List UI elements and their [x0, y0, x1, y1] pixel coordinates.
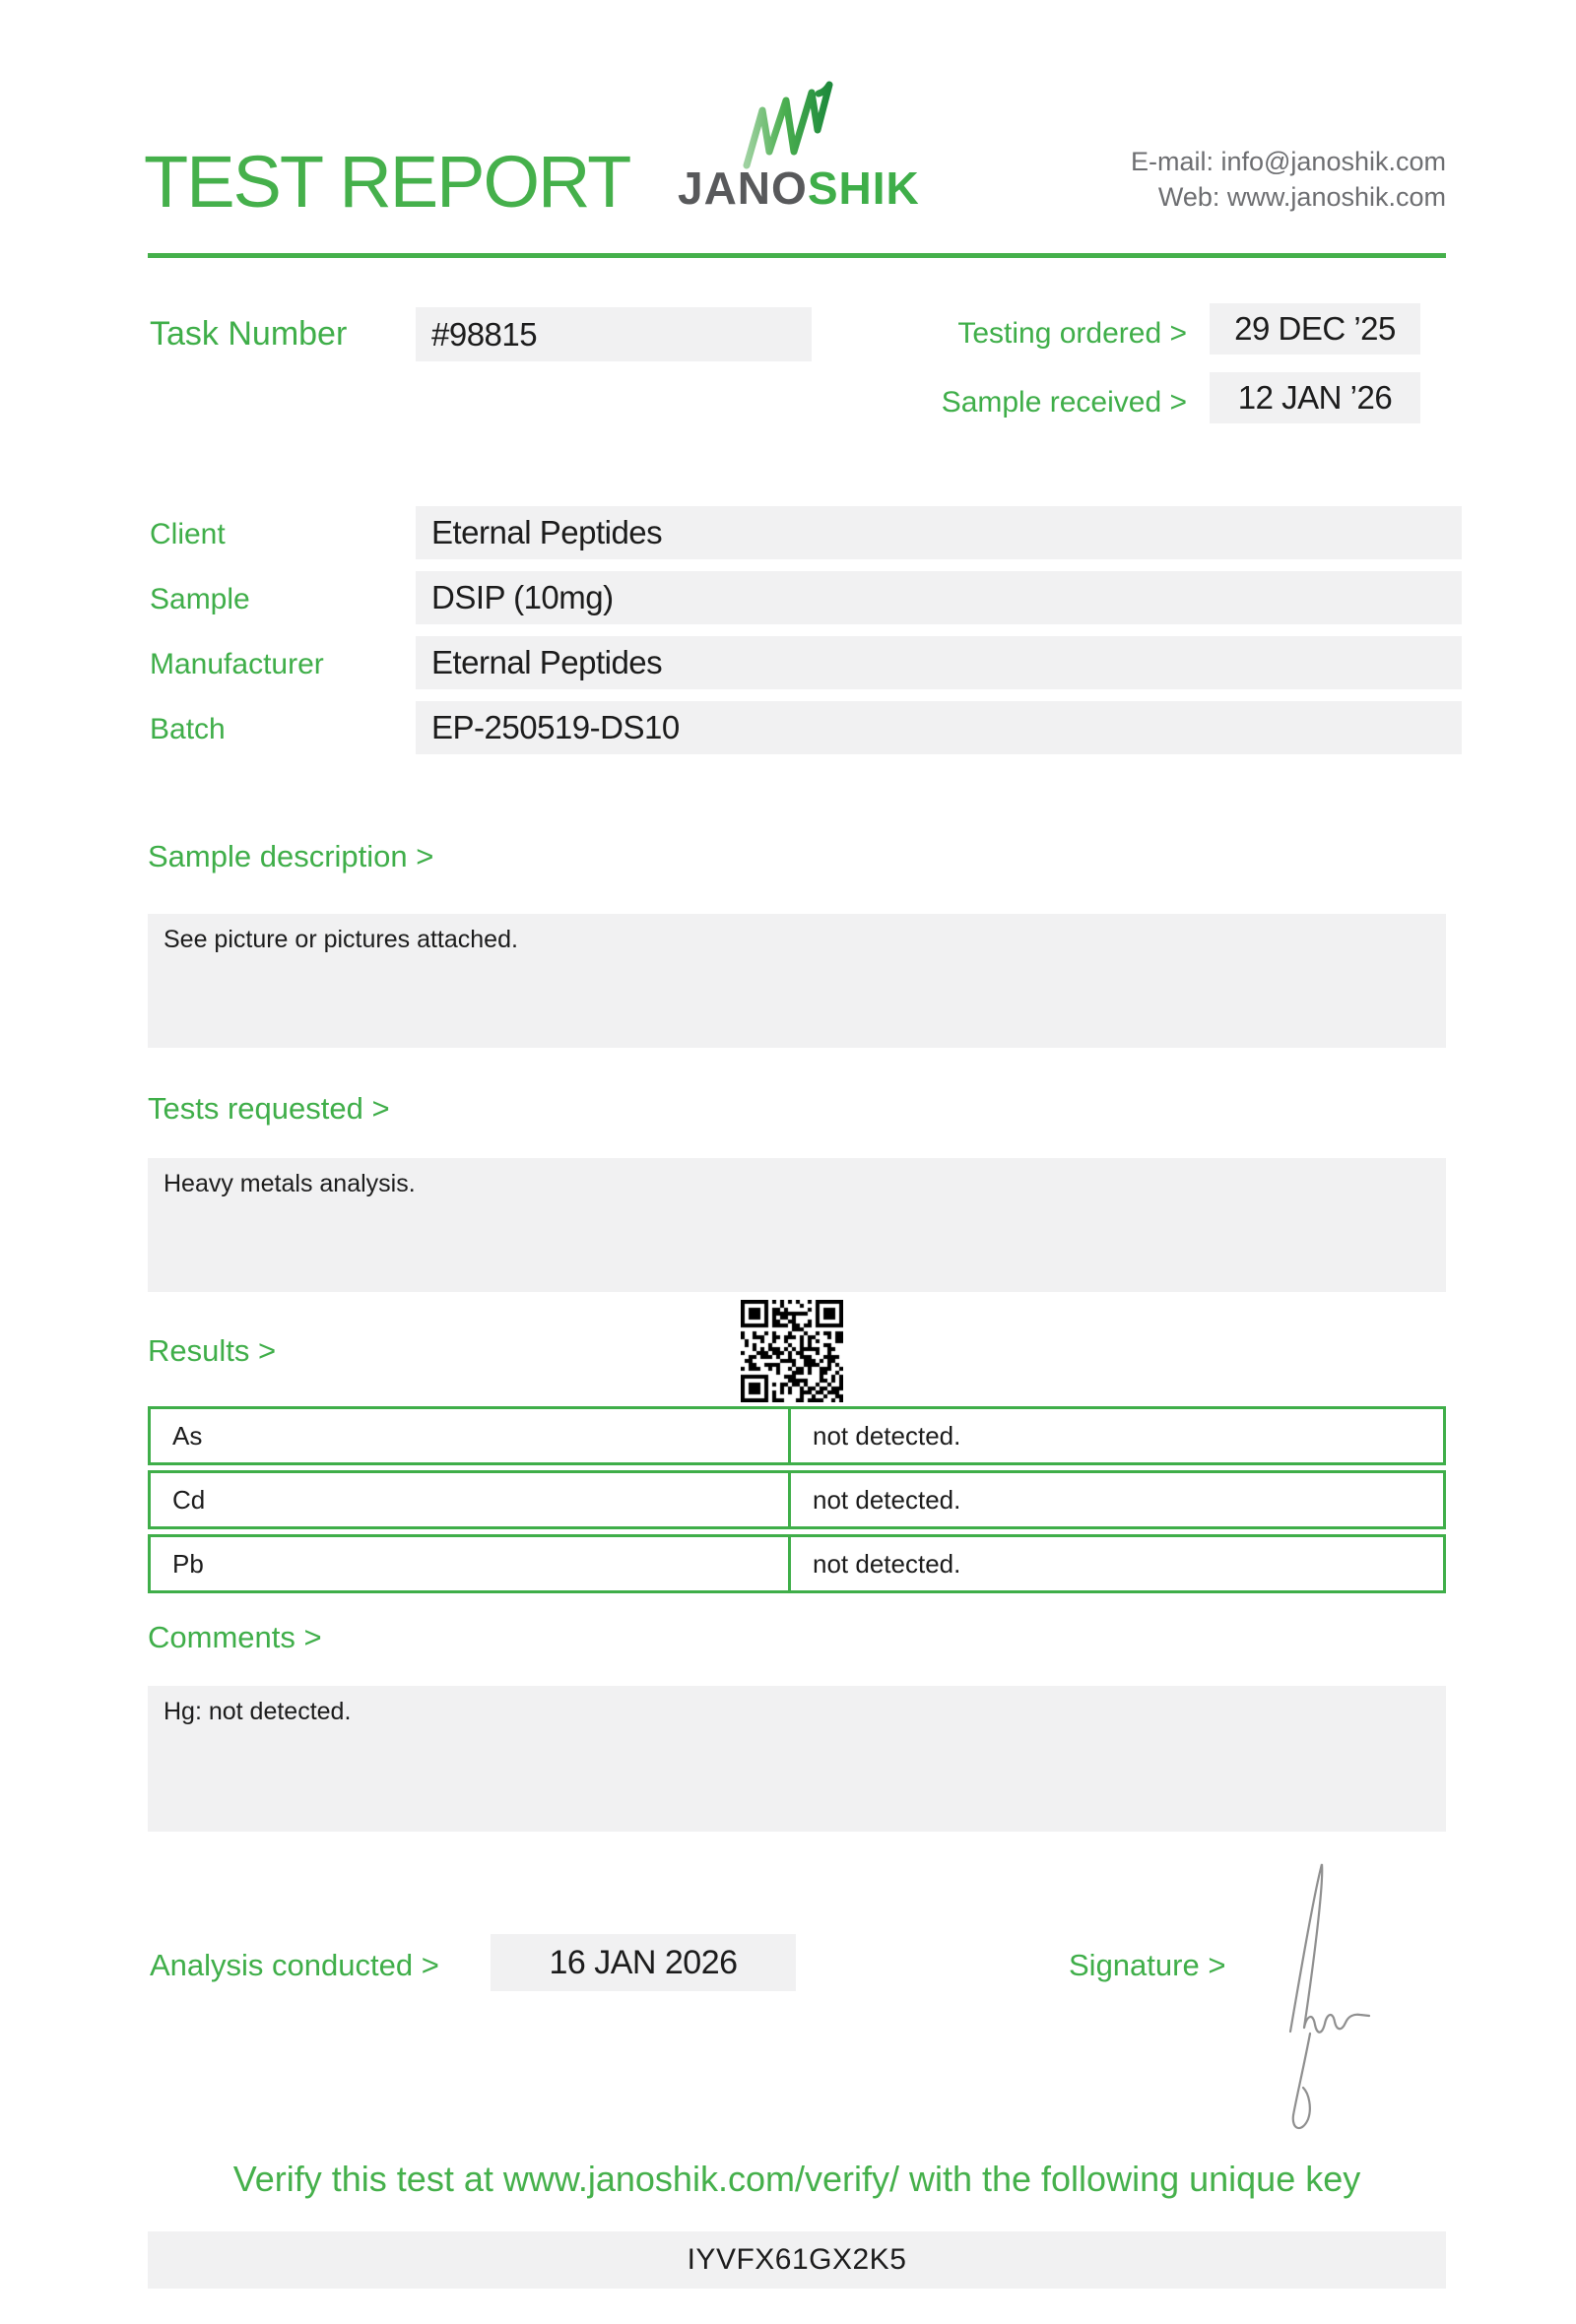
- contact-web: Web: www.janoshik.com: [1157, 182, 1446, 212]
- analysis-conducted-date: 16 JAN 2026: [491, 1934, 796, 1991]
- manufacturer-value: Eternal Peptides: [416, 636, 1462, 689]
- verify-instruction: Verify this test at www.janoshik.com/verify/ with the following unique key: [232, 2159, 1361, 2199]
- result-analyte: As: [151, 1409, 791, 1462]
- sample-value: DSIP (10mg): [416, 571, 1462, 624]
- result-analyte: Cd: [151, 1473, 791, 1526]
- testing-ordered-value: 29 DEC ’25: [1210, 303, 1420, 355]
- testing-ordered-label: Testing ordered >: [957, 317, 1187, 350]
- tests-requested-box: Heavy metals analysis.: [148, 1158, 1446, 1292]
- result-row-cd: [148, 1470, 1446, 1529]
- logo-text-jano: JANO: [678, 162, 808, 214]
- comments-box: Hg: not detected.: [148, 1686, 1446, 1832]
- results-heading: Results >: [148, 1333, 277, 1368]
- result-row-as: [148, 1406, 1446, 1465]
- result-value: not detected.: [813, 1420, 961, 1451]
- contact-block: [1131, 144, 1446, 215]
- contact-email: E-mail: info@janoshik.com: [1130, 147, 1446, 176]
- batch-value: EP-250519-DS10: [416, 701, 1462, 754]
- sample-description-heading: Sample description >: [148, 839, 434, 873]
- signature-image: [1273, 1856, 1386, 2137]
- result-analyte: Pb: [151, 1537, 791, 1590]
- result-value: not detected.: [813, 1548, 961, 1579]
- tests-requested-heading: Tests requested >: [148, 1091, 390, 1126]
- sample-received-label: Sample received >: [941, 386, 1187, 419]
- sample-received-value: 12 JAN ’26: [1210, 372, 1420, 423]
- client-value: Eternal Peptides: [416, 506, 1462, 559]
- task-number-value: #98815: [416, 307, 812, 361]
- page-title: TEST REPORT: [144, 141, 630, 223]
- signature-label: Signature >: [1069, 1948, 1226, 1982]
- sample-label: Sample: [150, 583, 250, 615]
- result-value: not detected.: [813, 1484, 961, 1515]
- result-row-pb: [148, 1534, 1446, 1593]
- client-label: Client: [150, 518, 226, 550]
- task-number-label: Task Number: [150, 315, 348, 353]
- batch-label: Batch: [150, 713, 226, 745]
- growth-chart-icon: [739, 79, 837, 169]
- verify-key: IYVFX61GX2K5: [148, 2231, 1446, 2289]
- analysis-conducted-label: Analysis conducted >: [150, 1948, 439, 1982]
- sample-description-box: See picture or pictures attached.: [148, 914, 1446, 1048]
- comments-heading: Comments >: [148, 1620, 322, 1654]
- qr-code: [741, 1300, 843, 1402]
- logo-text-shik: SHIK: [807, 162, 920, 214]
- manufacturer-label: Manufacturer: [150, 648, 324, 680]
- header-divider: [148, 253, 1446, 258]
- logo-wordmark: [678, 162, 920, 214]
